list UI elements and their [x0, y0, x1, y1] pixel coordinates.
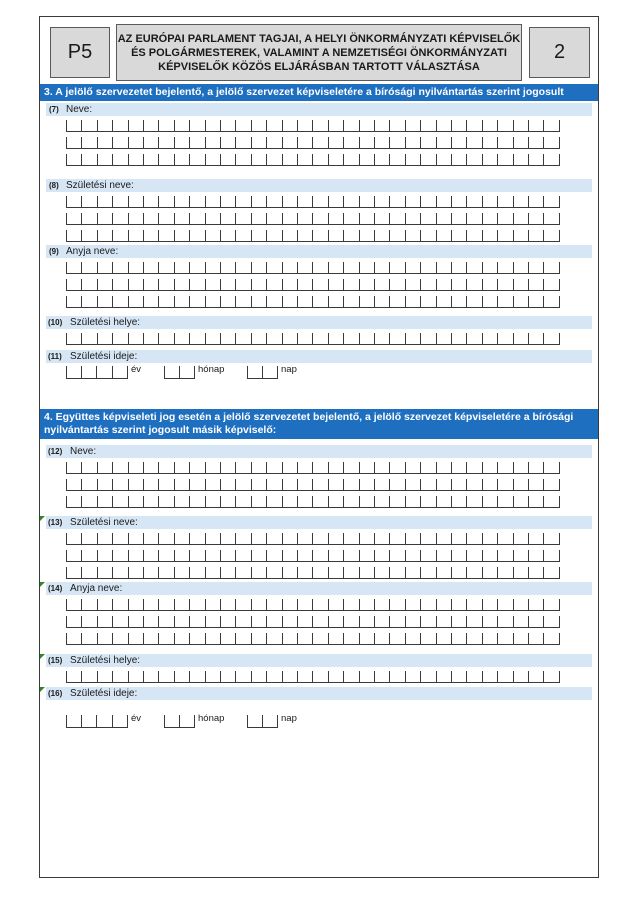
section-3-header [40, 84, 598, 101]
form-page [39, 16, 599, 878]
field-number: (10) [48, 318, 63, 327]
birth-place-input-row[interactable] [66, 333, 559, 345]
mother-name-input-row[interactable] [66, 599, 559, 611]
field-12-label [46, 445, 592, 458]
name-input-row[interactable] [66, 496, 559, 508]
year-label: év [131, 713, 142, 724]
section-4-header [40, 409, 598, 439]
name-input-row[interactable] [66, 120, 559, 132]
name-input-row[interactable] [66, 462, 559, 474]
form-title-line: KÉPVISELŐK KÖZÖS ELJÁRÁSBAN TARTOTT VÁLASZTÁSA [158, 60, 480, 73]
field-label-text: Születési helye: [70, 655, 141, 666]
year-boxes[interactable] [66, 715, 128, 728]
mother-name-input-row[interactable] [66, 262, 559, 274]
marker-icon [40, 687, 45, 692]
section-3-title: 3. A jelölő szervezetet bejelentő, a jelölő szervezet képviseletére a bírósági nyilvántartás szerint jogosult [44, 86, 564, 98]
birth-name-input-row[interactable] [66, 533, 559, 545]
field-number: (13) [48, 518, 63, 527]
form-title-line: AZ EURÓPAI PARLAMENT TAGJAI, A HELYI ÖNKORMÁNYZATI KÉPVISELŐK [117, 32, 521, 45]
marker-icon [40, 582, 45, 587]
field-13-label [46, 516, 592, 529]
birth-name-input-row[interactable] [66, 550, 559, 562]
birth-place-input-row[interactable] [66, 671, 559, 683]
field-label-text: Születési ideje: [70, 688, 138, 699]
mother-name-input-row[interactable] [66, 633, 559, 645]
year-boxes[interactable] [66, 366, 128, 379]
day-boxes[interactable] [247, 715, 278, 728]
field-8-label [46, 179, 592, 192]
form-code: P5 [67, 41, 93, 63]
field-number: (16) [48, 689, 63, 698]
birth-name-input-row[interactable] [66, 230, 559, 242]
field-label-text: Anyja neve: [66, 246, 119, 257]
mother-name-input-row[interactable] [66, 279, 559, 291]
field-label-text: Neve: [66, 104, 93, 115]
field-number: (8) [49, 181, 59, 190]
page-number: 2 [553, 41, 566, 63]
form-title-box [116, 24, 522, 81]
field-label-text: Születési helye: [70, 317, 141, 328]
month-label: hónap [198, 364, 225, 375]
field-label-text: Születési neve: [66, 180, 134, 191]
form-title-line: ÉS POLGÁRMESTEREK, VALAMINT A NEMZETISÉGI ÖNKORMÁNYZATI [131, 46, 507, 59]
field-14-label [46, 582, 592, 595]
month-label: hónap [198, 713, 225, 724]
field-number: (7) [49, 105, 59, 114]
field-label-text: Anyja neve: [70, 583, 123, 594]
field-number: (11) [48, 352, 62, 361]
field-number: (9) [49, 247, 59, 256]
field-10-label [46, 316, 592, 329]
field-16-label [46, 687, 592, 700]
field-number: (15) [48, 656, 63, 665]
mother-name-input-row[interactable] [66, 296, 559, 308]
marker-icon [40, 654, 45, 659]
field-number: (12) [48, 447, 63, 456]
marker-icon [40, 516, 45, 521]
section-4-title-line: 4. Együttes képviseleti jog esetén a jelölő szervezetet bejelentő, a jelölő szervezet képviseletére a bírósági [44, 411, 574, 423]
day-label: nap [281, 364, 297, 375]
field-number: (14) [48, 584, 63, 593]
field-label-text: Neve: [70, 446, 97, 457]
name-input-row[interactable] [66, 479, 559, 491]
mother-name-input-row[interactable] [66, 616, 559, 628]
month-boxes[interactable] [164, 366, 195, 379]
birth-name-input-row[interactable] [66, 196, 559, 208]
field-9-label [46, 245, 592, 258]
birth-name-input-row[interactable] [66, 567, 559, 579]
birth-name-input-row[interactable] [66, 213, 559, 225]
year-label: év [131, 364, 142, 375]
field-label-text: Születési ideje: [70, 351, 138, 362]
page-number-box [529, 27, 590, 78]
form-code-box [50, 27, 110, 78]
field-11-label [46, 350, 592, 363]
field-label-text: Születési neve: [70, 517, 138, 528]
field-7-label [46, 103, 592, 116]
month-boxes[interactable] [164, 715, 195, 728]
section-4-title-line: nyilvántartás szerint jogosult másik képviselő: [44, 424, 277, 436]
day-label: nap [281, 713, 297, 724]
name-input-row[interactable] [66, 137, 559, 149]
field-15-label [46, 654, 592, 667]
day-boxes[interactable] [247, 366, 278, 379]
name-input-row[interactable] [66, 154, 559, 166]
